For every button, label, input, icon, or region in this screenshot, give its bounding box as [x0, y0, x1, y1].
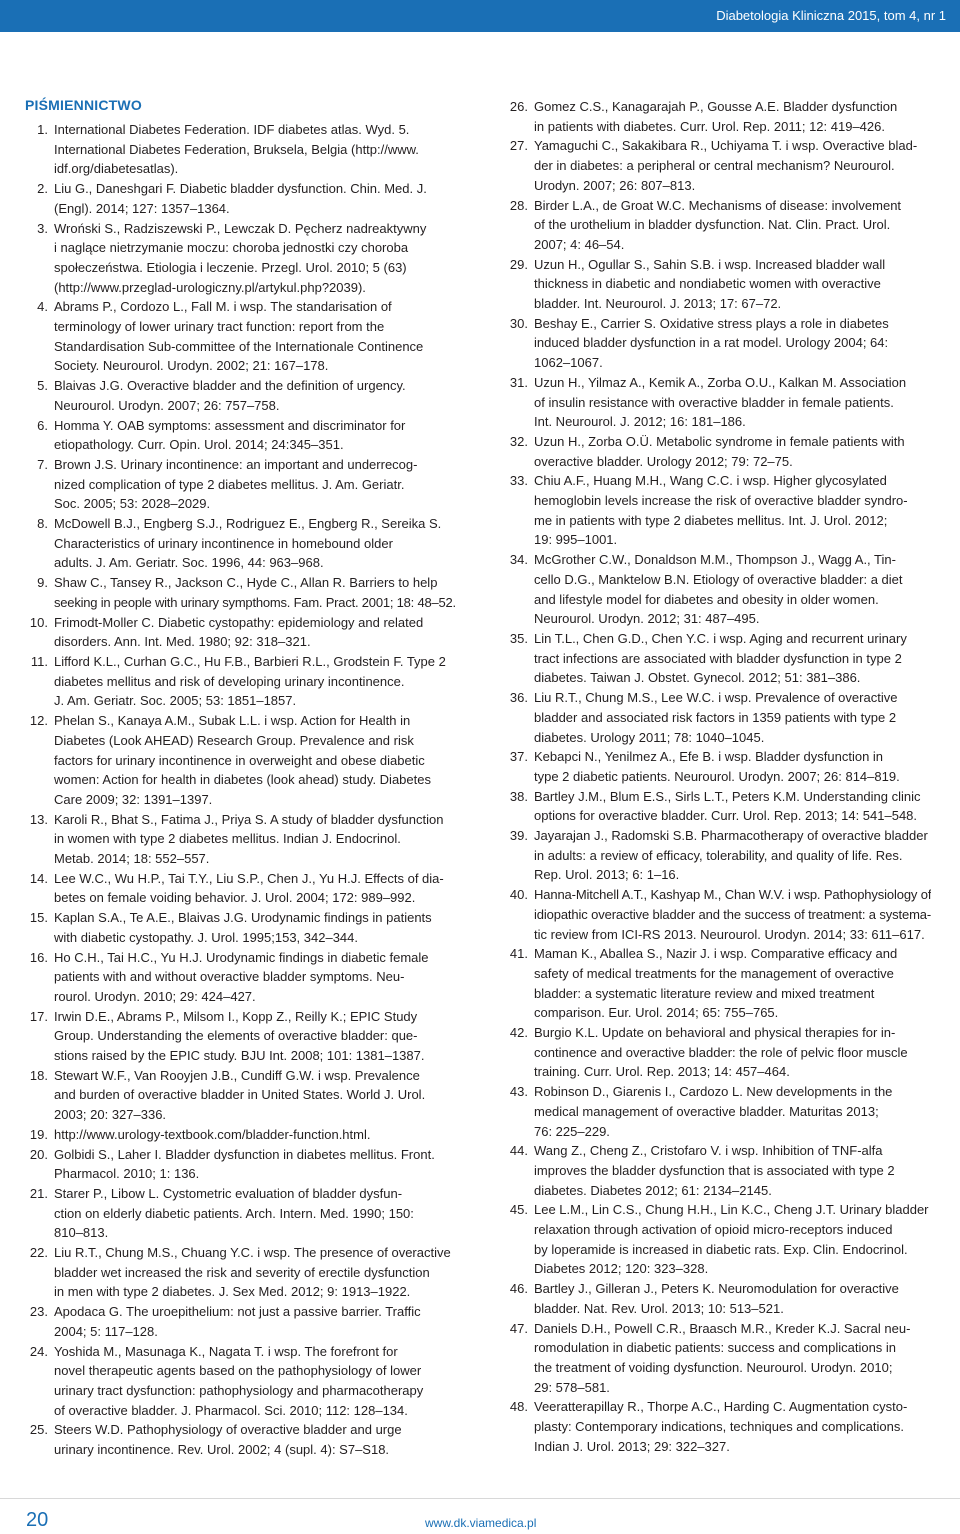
reference-item — [506, 97, 931, 136]
reference-line: me in patients with type 2 diabetes mellitus. Int. J. Urol. 2012; — [534, 512, 888, 528]
reference-number: 23. — [29, 1304, 48, 1320]
reference-text — [54, 297, 456, 376]
footer-divider — [0, 1498, 960, 1499]
reference-line: Homma Y. OAB symptoms: assessment and discriminator for — [54, 417, 406, 433]
reference-item — [506, 1279, 931, 1318]
reference-line: options for overactive bladder. Curr. Urol. Rep. 2013; 14: 541–548. — [534, 808, 918, 824]
reference-line: Lee L.M., Lin C.S., Chung H.H., Lin K.C., Cheng J.T. Urinary bladder — [534, 1202, 929, 1218]
reference-line: Gomez C.S., Kanagarajah P., Gousse A.E. Bladder dysfunction — [534, 99, 898, 114]
reference-line: Yamaguchi C., Sakakibara R., Uchiyama T. i wsp. Overactive blad- — [534, 138, 918, 154]
reference-number: 45. — [509, 1202, 528, 1218]
reference-line: women: Action for health in diabetes (look ahead) study. Diabetes — [54, 772, 431, 788]
reference-line: in men with type 2 diabetes. J. Sex Med. 2012; 9: 1913–1922. — [54, 1284, 411, 1300]
reference-text — [54, 514, 456, 573]
reference-text — [534, 944, 931, 1023]
reference-line: plasty: Contemporary indications, techniques and complications. — [534, 1419, 904, 1435]
reference-item — [506, 1141, 931, 1200]
reference-text — [54, 810, 456, 869]
reference-line: novel therapeutic agents based on the pathophysiology of lower — [54, 1363, 422, 1379]
reference-line: Liu G., Daneshgari F. Diabetic bladder dysfunction. Chin. Med. J. — [54, 181, 427, 197]
reference-text — [534, 550, 931, 629]
reference-number: 31. — [509, 374, 528, 390]
reference-number: 36. — [509, 690, 528, 706]
reference-line: of the urothelium in bladder dysfunction. Nat. Clin. Pract. Urol. — [534, 217, 891, 233]
reference-line: Robinson D., Giarenis I., Cardozo L. New developments in the — [534, 1084, 893, 1100]
reference-line: diabetes mellitus and risk of developing urinary incontinence. — [54, 673, 405, 689]
reference-item — [26, 1420, 456, 1459]
reference-line: with diabetic cystopathy. J. Urol. 1995;153, 342–344. — [54, 929, 359, 945]
reference-number: 47. — [509, 1320, 528, 1336]
reference-item — [26, 514, 456, 573]
reference-item — [506, 787, 931, 826]
reference-text — [54, 1145, 456, 1184]
reference-line: Steers W.D. Pathophysiology of overactive bladder and urge — [54, 1422, 402, 1438]
reference-line: Lee W.C., Wu H.P., Tai T.Y., Liu S.P., Chen J., Yu H.J. Effects of dia- — [54, 870, 444, 886]
reference-number: 37. — [509, 749, 528, 765]
reference-line: International Diabetes Federation, Bruksela, Belgia (http://www. — [54, 141, 419, 157]
reference-text — [54, 652, 456, 711]
reference-number: 15. — [29, 910, 48, 926]
reference-line: idiopathic overactive bladder and the success of treatment: a systema- — [534, 906, 931, 922]
reference-item — [26, 1184, 456, 1243]
reference-line: Wang Z., Cheng Z., Cristofaro V. i wsp. Inhibition of TNF-alfa — [534, 1143, 883, 1159]
reference-item — [26, 573, 456, 612]
reference-text — [534, 136, 931, 195]
reference-text — [54, 455, 456, 514]
reference-text — [54, 179, 456, 218]
reference-line: Lifford K.L., Curhan G.C., Hu F.B., Barbieri R.L., Grodstein F. Type 2 — [54, 653, 446, 669]
reference-item — [506, 747, 931, 786]
reference-item — [26, 1302, 456, 1341]
reference-line: Chiu A.F., Huang M.H., Wang C.C. i wsp. Higher glycosylated — [534, 473, 887, 489]
reference-line: 2003; 20: 327–336. — [54, 1107, 167, 1123]
reference-text — [534, 1082, 931, 1141]
reference-line: stions raised by the EPIC study. BJU Int. 2008; 101: 1381–1387. — [54, 1048, 425, 1064]
reference-line: seeking in people with urinary sympthoms. Fam. Pract. 2001; 18: 48–52. — [54, 594, 456, 610]
reference-line: der in diabetes: a peripheral or central mechanism? Neurourol. — [534, 158, 895, 174]
reference-item — [26, 652, 456, 711]
reference-number: 6. — [37, 417, 48, 433]
reference-line: Golbidi S., Laher I. Bladder dysfunction in diabetes mellitus. Front. — [54, 1146, 435, 1162]
reference-line: overactive bladder. Urology 2012; 79: 72–75. — [534, 453, 793, 469]
reference-item — [26, 120, 456, 179]
reference-line: bladder: a systematic literature review and mixed treatment — [534, 985, 875, 1001]
reference-line: Daniels D.H., Powell C.R., Braasch M.R., Kreder K.J. Sacral neu- — [534, 1320, 911, 1336]
reference-line: Burgio K.L. Update on behavioral and physical therapies for in- — [534, 1025, 896, 1041]
reference-item — [506, 1082, 931, 1141]
reference-text — [534, 1200, 931, 1279]
reference-text — [54, 573, 456, 612]
reference-text — [534, 747, 931, 786]
reference-text — [534, 787, 931, 826]
reference-item — [26, 908, 456, 947]
reference-text — [54, 1007, 456, 1066]
reference-number: 10. — [29, 614, 48, 630]
reference-line: J. Am. Geriatr. Soc. 2005; 53: 1851–1857. — [54, 693, 297, 709]
references-heading: PIŚMIENNICTWO — [25, 97, 142, 113]
reference-line: rourol. Urodyn. 2010; 29: 424–427. — [54, 988, 256, 1004]
reference-line: continence and overactive bladder: the role of pelvic floor muscle — [534, 1044, 908, 1060]
reference-line: thickness in diabetic and nondiabetic women with overactive — [534, 276, 881, 292]
page-number: 20 — [26, 1509, 49, 1531]
reference-number: 3. — [37, 220, 48, 236]
reference-item — [26, 219, 456, 298]
reference-line: (Engl). 2014; 127: 1357–1364. — [54, 200, 230, 216]
reference-number: 25. — [29, 1422, 48, 1438]
reference-line: and lifestyle model for diabetes and obesity in older women. — [534, 591, 879, 607]
reference-number: 42. — [509, 1025, 528, 1041]
reference-number: 43. — [509, 1084, 528, 1100]
reference-text — [54, 1184, 456, 1243]
reference-item — [506, 314, 931, 373]
reference-line: and burden of overactive bladder in United States. World J. Urol. — [54, 1087, 426, 1103]
reference-line: betes on female voiding behavior. J. Urol. 2004; 172: 989–992. — [54, 890, 416, 906]
reference-line: of overactive bladder. J. Pharmacol. Sci. 2010; 112: 128–134. — [54, 1402, 408, 1418]
reference-text — [54, 1125, 456, 1145]
reference-number: 16. — [29, 949, 48, 965]
reference-text — [54, 869, 456, 908]
reference-line: the treatment of voiding dysfunction. Neurourol. Urodyn. 2010; — [534, 1360, 893, 1375]
reference-line: Int. Neurourol. J. 2012; 16: 181–186. — [534, 414, 746, 430]
reference-line: ction on elderly diabetic patients. Arch. Intern. Med. 1990; 150: — [54, 1205, 414, 1221]
reference-line: Neurourol. Urodyn. 2007; 26: 757–758. — [54, 397, 280, 413]
reference-number: 18. — [29, 1067, 48, 1083]
reference-line: urinary incontinence. Rev. Urol. 2002; 4 (supl. 4): S7–S18. — [54, 1442, 390, 1458]
reference-line: improves the bladder dysfunction that is associated with type 2 — [534, 1162, 895, 1178]
reference-number: 40. — [509, 887, 528, 903]
reference-line: Rep. Urol. 2013; 6: 1–16. — [534, 867, 680, 883]
reference-line: Maman K., Aballea S., Nazir J. i wsp. Comparative efficacy and — [534, 946, 898, 962]
reference-line: training. Curr. Urol. Rep. 2013; 14: 457–464. — [534, 1064, 790, 1080]
reference-item — [506, 885, 931, 944]
reference-text — [534, 97, 931, 136]
reference-line: Yoshida M., Masunaga K., Nagata T. i wsp. The forefront for — [54, 1343, 398, 1359]
reference-line: Diabetes 2012; 120: 323–328. — [534, 1261, 709, 1277]
reference-line: patients with and without overactive bladder symptoms. Neu- — [54, 969, 405, 985]
reference-item — [506, 255, 931, 314]
reference-line: bladder. Int. Neurourol. J. 2013; 17: 67–72. — [534, 296, 782, 312]
reference-line: Uzun H., Ogullar S., Sahin S.B. i wsp. Increased bladder wall — [534, 256, 886, 272]
reference-number: 35. — [509, 630, 528, 646]
reference-line: Care 2009; 32: 1391–1397. — [54, 791, 213, 807]
reference-item — [26, 297, 456, 376]
reference-line: Metab. 2014; 18: 552–557. — [54, 851, 210, 867]
reference-number: 4. — [37, 299, 48, 315]
reference-line: adults. J. Am. Geriatr. Soc. 1996, 44: 963–968. — [54, 555, 324, 571]
reference-item — [26, 810, 456, 869]
reference-number: 21. — [29, 1185, 48, 1201]
reference-line: Standardisation Sub-committee of the Internationale Continence — [54, 338, 424, 354]
reference-text — [534, 432, 931, 471]
reference-item — [26, 376, 456, 415]
reference-number: 29. — [509, 256, 528, 272]
reference-line: Kaplan S.A., Te A.E., Blaivas J.G. Urodynamic findings in patients — [54, 910, 432, 926]
reference-line: Kebapci N., Yenilmez A., Efe B. i wsp. Bladder dysfunction in — [534, 749, 884, 765]
reference-line: romodulation in diabetic patients: success and complications in — [534, 1340, 897, 1356]
reference-text — [54, 613, 456, 652]
reference-text — [54, 1243, 456, 1302]
journal-name: Diabetologia Kliniczna 2015, tom 4, nr 1 — [716, 8, 946, 23]
reference-line: diabetes. Diabetes 2012; 61: 2134–2145. — [534, 1182, 772, 1198]
reference-line: Liu R.T., Chung M.S., Chuang Y.C. i wsp. The presence of overactive — [54, 1245, 451, 1261]
references-column-left — [26, 120, 456, 1460]
reference-line: Veeratterapillay R., Thorpe A.C., Harding C. Augmentation cysto- — [534, 1399, 908, 1415]
reference-text — [54, 1066, 456, 1125]
reference-line: Lin T.L., Chen G.D., Chen Y.C. i wsp. Aging and recurrent urinary — [534, 630, 907, 646]
reference-item — [506, 196, 931, 255]
reference-line: bladder and associated risk factors in 1359 patients with type 2 — [534, 709, 897, 725]
reference-line: Pharmacol. 2010; 1: 136. — [54, 1166, 200, 1182]
reference-number: 2. — [37, 181, 48, 197]
reference-line: Hanna-Mitchell A.T., Kashyap M., Chan W.V. i wsp. Pathophysiology of — [534, 887, 931, 903]
reference-number: 34. — [509, 552, 528, 568]
reference-text — [54, 711, 456, 810]
reference-line: Stewart W.F., Van Rooyjen J.B., Cundiff G.W. i wsp. Prevalence — [54, 1067, 420, 1083]
reference-line: Frimodt-Moller C. Diabetic cystopathy: epidemiology and related — [54, 614, 424, 630]
reference-item — [506, 688, 931, 747]
reference-line: Blaivas J.G. Overactive bladder and the definition of urgency. — [54, 378, 406, 394]
reference-item — [26, 455, 456, 514]
reference-line: 1062–1067. — [534, 355, 603, 371]
reference-number: 28. — [509, 197, 528, 213]
reference-text — [534, 196, 931, 255]
reference-text — [534, 885, 931, 944]
reference-text — [534, 629, 931, 688]
reference-item — [506, 1319, 931, 1398]
reference-line: Urodyn. 2007; 26: 807–813. — [534, 177, 696, 193]
reference-line: Wroński S., Radziszewski P., Lewczak D. Pęcherz nadreaktywny — [54, 220, 427, 236]
reference-line: hemoglobin levels increase the risk of overactive bladder syndro- — [534, 493, 908, 509]
reference-line: Bartley J., Gilleran J., Peters K. Neuromodulation for overactive — [534, 1281, 899, 1297]
reference-line: relaxation through activation of opioid micro-receptors induced — [534, 1222, 893, 1238]
reference-item — [506, 432, 931, 471]
reference-line: in patients with diabetes. Curr. Urol. Rep. 2011; 12: 419–426. — [534, 118, 885, 134]
journal-header-bar — [0, 0, 960, 32]
reference-text — [54, 1302, 456, 1341]
reference-number: 17. — [29, 1008, 48, 1024]
reference-number: 30. — [509, 315, 528, 331]
reference-item — [26, 1125, 456, 1145]
reference-text — [534, 826, 931, 885]
reference-text — [534, 1397, 931, 1456]
reference-item — [26, 1342, 456, 1421]
reference-number: 27. — [509, 138, 528, 154]
reference-line: Irwin D.E., Abrams P., Milsom I., Kopp Z., Reilly K.; EPIC Study — [54, 1008, 418, 1024]
reference-item — [26, 1243, 456, 1302]
reference-line: induced bladder dysfunction in a rat model. Urology 2004; 64: — [534, 335, 889, 351]
reference-number: 32. — [509, 433, 528, 449]
reference-line: Liu R.T., Chung M.S., Lee W.C. i wsp. Prevalence of overactive — [534, 690, 898, 706]
reference-line: tic review from ICI-RS 2013. Neurourol. Urodyn. 2014; 33: 611–617. — [534, 926, 925, 942]
reference-item — [26, 613, 456, 652]
reference-item — [506, 550, 931, 629]
reference-number: 48. — [509, 1399, 528, 1415]
reference-text — [534, 373, 931, 432]
reference-line: diabetes. Taiwan J. Obstet. Gynecol. 2012; 51: 381–386. — [534, 670, 861, 686]
reference-item — [506, 944, 931, 1023]
reference-line: McDowell B.J., Engberg S.J., Rodriguez E., Engberg R., Sereika S. — [54, 516, 442, 532]
reference-number: 39. — [509, 828, 528, 844]
reference-text — [534, 471, 931, 550]
reference-line: Group. Understanding the elements of overactive bladder: que- — [54, 1028, 418, 1044]
reference-line: terminology of lower urinary tract function: report from the — [54, 319, 385, 335]
reference-line: Ho C.H., Tai H.C., Yu H.J. Urodynamic findings in diabetic female — [54, 949, 429, 965]
reference-text — [534, 688, 931, 747]
reference-line: idf.org/diabetesatlas). — [54, 161, 179, 177]
reference-item — [26, 711, 456, 810]
reference-number: 1. — [37, 122, 48, 137]
reference-line: społeczeństwa. Etiologia i leczenie. Przegl. Urol. 2010; 5 (63) — [54, 259, 407, 275]
reference-line: Beshay E., Carrier S. Oxidative stress plays a role in diabetes — [534, 315, 889, 331]
reference-line: i naglące nietrzymanie moczu: choroba jednostki czy choroba — [54, 240, 409, 256]
reference-number: 11. — [30, 653, 48, 669]
reference-number: 9. — [37, 575, 48, 591]
reference-line: medical management of overactive bladder. Maturitas 2013; — [534, 1103, 879, 1119]
reference-item — [26, 416, 456, 455]
reference-item — [506, 826, 931, 885]
reference-number: 20. — [29, 1146, 48, 1162]
reference-line: Diabetes (Look AHEAD) Research Group. Prevalence and risk — [54, 732, 414, 748]
reference-line: 2007; 4: 46–54. — [534, 236, 625, 252]
reference-line: http://www.urology-textbook.com/bladder-function.html. — [54, 1126, 371, 1142]
reference-line: nized complication of type 2 diabetes mellitus. J. Am. Geriatr. — [54, 476, 405, 492]
reference-number: 33. — [509, 473, 528, 489]
reference-line: cello D.G., Manktelow B.N. Etiology of overactive bladder: a diet — [534, 571, 903, 587]
reference-number: 26. — [509, 99, 528, 114]
reference-item — [506, 471, 931, 550]
reference-line: McGrother C.W., Donaldson M.M., Thompson J., Wagg A., Tin- — [534, 552, 896, 568]
reference-line: Starer P., Libow L. Cystometric evaluation of bladder dysfun- — [54, 1185, 403, 1201]
reference-line: Abrams P., Cordozo L., Fall M. i wsp. The standarisation of — [54, 299, 392, 315]
reference-line: safety of medical treatments for the management of overactive — [534, 965, 894, 981]
reference-number: 12. — [29, 713, 48, 729]
reference-line: of insulin resistance with overactive bladder in female patients. — [534, 394, 894, 410]
reference-line: 76: 225–229. — [534, 1123, 610, 1139]
reference-number: 24. — [29, 1343, 48, 1359]
reference-number: 41. — [509, 946, 528, 962]
reference-line: in adults: a review of efficacy, tolerability, and quality of life. Res. — [534, 847, 903, 863]
reference-line: (http://www.przeglad-urologiczny.pl/artykul.php?2039). — [54, 279, 366, 295]
reference-text — [54, 376, 456, 415]
reference-line: Birder L.A., de Groat W.C. Mechanisms of disease: involvement — [534, 197, 902, 213]
reference-text — [54, 120, 456, 179]
reference-item — [506, 136, 931, 195]
reference-text — [534, 1023, 931, 1082]
reference-line: Indian J. Urol. 2013; 29: 322–327. — [534, 1438, 730, 1454]
reference-item — [506, 1397, 931, 1456]
reference-line: Phelan S., Kanaya A.M., Subak L.L. i wsp. Action for Health in — [54, 713, 411, 729]
reference-text — [54, 948, 456, 1007]
reference-line: tract infections are associated with bladder dysfunction in type 2 — [534, 650, 902, 666]
reference-number: 44. — [509, 1143, 528, 1159]
reference-text — [54, 1342, 456, 1421]
reference-line: Apodaca G. The uroepithelium: not just a passive barrier. Traffic — [54, 1304, 421, 1320]
reference-line: Brown J.S. Urinary incontinence: an important and underrecog- — [54, 456, 418, 472]
reference-line: 2004; 5: 117–128. — [54, 1323, 158, 1339]
reference-number: 8. — [37, 516, 48, 532]
reference-line: type 2 diabetic patients. Neurourol. Urodyn. 2007; 26: 814–819. — [534, 768, 900, 784]
publisher-url[interactable]: www.dk.viamedica.pl — [425, 1516, 537, 1530]
reference-number: 22. — [29, 1245, 48, 1261]
reference-line: disorders. Ann. Int. Med. 1980; 92: 318–321. — [54, 634, 311, 650]
reference-item — [26, 1145, 456, 1184]
reference-item — [26, 869, 456, 908]
reference-line: Karoli R., Bhat S., Fatima J., Priya S. A study of bladder dysfunction — [54, 811, 444, 827]
reference-line: Bartley J.M., Blum E.S., Sirls L.T., Peters K.M. Understanding clinic — [534, 788, 921, 804]
reference-item — [26, 1007, 456, 1066]
reference-line: by loperamide is increased in diabetic rats. Exp. Clin. Endocrinol. — [534, 1241, 908, 1257]
reference-number: 46. — [509, 1281, 528, 1297]
reference-item — [506, 629, 931, 688]
reference-line: Society. Neurourol. Urodyn. 2002; 21: 167–178. — [54, 358, 329, 374]
reference-item — [26, 948, 456, 1007]
reference-number: 38. — [509, 788, 528, 804]
reference-line: 810–813. — [54, 1225, 109, 1241]
reference-line: bladder. Nat. Rev. Urol. 2013; 10: 513–521. — [534, 1300, 784, 1316]
reference-line: Characteristics of urinary incontinence in homebound older — [54, 535, 393, 551]
reference-item — [506, 1023, 931, 1082]
reference-text — [54, 416, 456, 455]
reference-line: comparison. Eur. Urol. 2014; 65: 755–765. — [534, 1005, 779, 1021]
reference-text — [534, 255, 931, 314]
reference-number: 5. — [37, 378, 48, 394]
reference-line: urinary tract dysfunction: pathophysiology and pharmacotherapy — [54, 1383, 424, 1398]
reference-line: in women with type 2 diabetes mellitus. Indian J. Endocrinol. — [54, 831, 401, 847]
reference-text — [534, 1279, 931, 1318]
reference-item — [506, 1200, 931, 1279]
reference-line: 29: 578–581. — [534, 1379, 610, 1395]
reference-text — [534, 314, 931, 373]
references-column-right — [506, 97, 931, 1457]
reference-line: diabetes. Urology 2011; 78: 1040–1045. — [534, 729, 765, 745]
reference-item — [26, 1066, 456, 1125]
reference-line: Uzun H., Yilmaz A., Kemik A., Zorba O.U., Kalkan M. Association — [534, 374, 907, 390]
reference-line: Soc. 2005; 53: 2028–2029. — [54, 496, 211, 512]
reference-item — [26, 179, 456, 218]
reference-text — [534, 1319, 931, 1398]
reference-text — [54, 908, 456, 947]
reference-line: Shaw C., Tansey R., Jackson C., Hyde C., Allan R. Barriers to help — [54, 575, 438, 591]
reference-number: 19. — [29, 1126, 48, 1142]
reference-line: Uzun H., Zorba O.Ü. Metabolic syndrome in female patients with — [534, 433, 905, 449]
reference-item — [506, 373, 931, 432]
reference-text — [534, 1141, 931, 1200]
reference-line: etiopathology. Curr. Opin. Urol. 2014; 24:345–351. — [54, 437, 344, 453]
reference-line: Neurourol. Urodyn. 2012; 31: 487–495. — [534, 611, 760, 627]
reference-number: 14. — [29, 870, 48, 886]
reference-line: Jayarajan J., Radomski S.B. Pharmacotherapy of overactive bladder — [534, 828, 928, 844]
reference-line: factors for urinary incontinence in overweight and obese diabetic — [54, 752, 425, 768]
reference-text — [54, 1420, 456, 1459]
reference-number: 7. — [37, 456, 48, 472]
reference-text — [54, 219, 456, 298]
reference-number: 13. — [29, 811, 48, 827]
reference-line: International Diabetes Federation. IDF diabetes atlas. Wyd. 5. — [54, 122, 410, 137]
reference-line: 19: 995–1001. — [534, 532, 618, 548]
reference-line: bladder wet increased the risk and severity of erectile dysfunction — [54, 1264, 430, 1280]
